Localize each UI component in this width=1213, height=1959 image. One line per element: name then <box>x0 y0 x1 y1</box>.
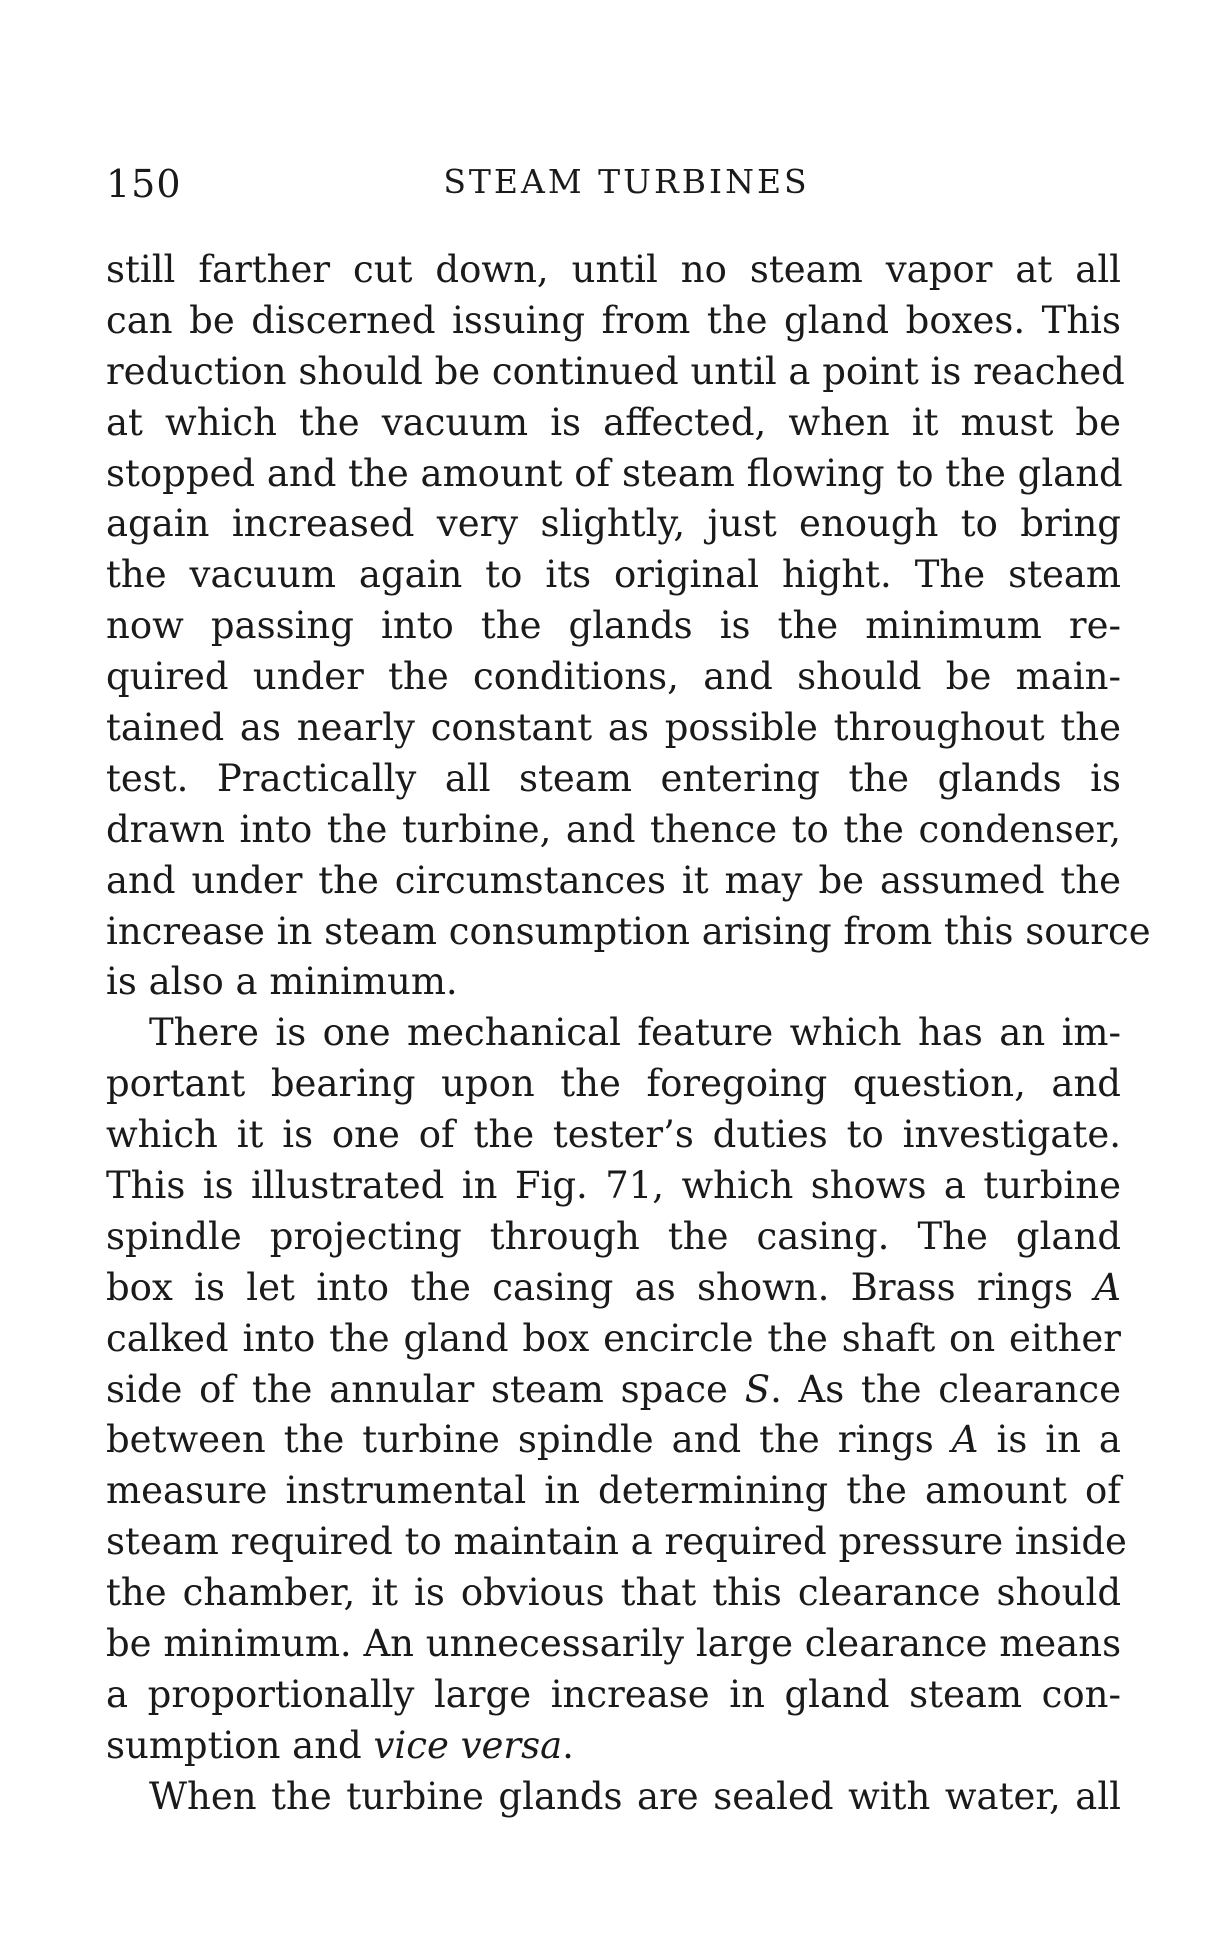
text-line: tained as nearly constant as possible throughout the <box>106 706 1121 750</box>
text-line <box>106 1365 1121 1416</box>
text-line <box>106 1415 1121 1466</box>
page-number: 150 <box>106 162 182 206</box>
text-line <box>106 1721 1121 1772</box>
text-line: again increased very slightly, just enough to bring <box>106 502 1121 546</box>
running-head <box>106 162 1121 212</box>
text-line: portant bearing upon the foregoing question, and <box>106 1062 1121 1106</box>
text-segment: is in a <box>996 1418 1121 1462</box>
italic-phrase-vice-versa: vice versa <box>373 1723 563 1767</box>
text-line: can be discerned issuing from the gland boxes. This <box>106 298 1121 342</box>
text-line: be minimum. An unnecessarily large clearance means <box>106 1622 1122 1666</box>
text-segment: sumption and <box>106 1723 362 1767</box>
text-segment: box is let into the casing as shown. Brass rings <box>106 1265 1073 1309</box>
italic-letter-s: S <box>744 1367 771 1411</box>
text-line <box>106 1263 1121 1314</box>
text-line: and under the circumstances it may be assumed the <box>106 858 1121 902</box>
text-line: spindle projecting through the casing. The gland <box>106 1214 1121 1258</box>
text-segment: between the turbine spindle and the rings <box>106 1418 934 1462</box>
text-line: still farther cut down, until no steam vapor at all <box>106 248 1121 291</box>
body-text <box>106 245 1151 1823</box>
text-line: which it is one of the tester’s duties to investigate. <box>106 1113 1121 1157</box>
running-title: STEAM TURBINES <box>443 162 810 201</box>
text-line: When the turbine glands are sealed with water, all <box>149 1774 1121 1818</box>
text-line: There is one mechanical feature which has an im- <box>149 1011 1121 1055</box>
text-line: calked into the gland box encircle the shaft on either <box>106 1316 1121 1360</box>
text-segment: side of the annular steam space <box>106 1367 728 1411</box>
text-line: the vacuum again to its original hight. The steam <box>106 553 1121 597</box>
text-segment: . As the clearance <box>770 1367 1122 1411</box>
text-line: steam required to maintain a required pressure inside <box>106 1520 1127 1564</box>
text-line: measure instrumental in determining the amount of <box>106 1469 1121 1513</box>
text-segment: . <box>562 1723 574 1767</box>
text-line: stopped and the amount of steam flowing to the gland <box>106 451 1123 495</box>
text-line: increase in steam consumption arising from this source <box>106 909 1151 953</box>
text-line: drawn into the turbine, and thence to the condenser, <box>106 807 1121 851</box>
italic-letter-a: A <box>951 1418 979 1462</box>
text-line: This is illustrated in Fig. 71, which shows a turbine <box>106 1164 1121 1208</box>
text-line: a proportionally large increase in gland steam con- <box>106 1672 1121 1716</box>
text-line: test. Practically all steam entering the glands is <box>106 756 1121 800</box>
text-line: now passing into the glands is the minimum re- <box>106 604 1121 648</box>
text-line: reduction should be continued until a point is reached <box>106 349 1125 393</box>
text-line: quired under the conditions, and should be main- <box>106 655 1121 699</box>
text-line: the chamber, it is obvious that this clearance should <box>106 1571 1121 1615</box>
text-line: is also a minimum. <box>106 960 458 1004</box>
text-line: at which the vacuum is affected, when it must be <box>106 400 1121 444</box>
italic-letter-a: A <box>1094 1265 1121 1309</box>
